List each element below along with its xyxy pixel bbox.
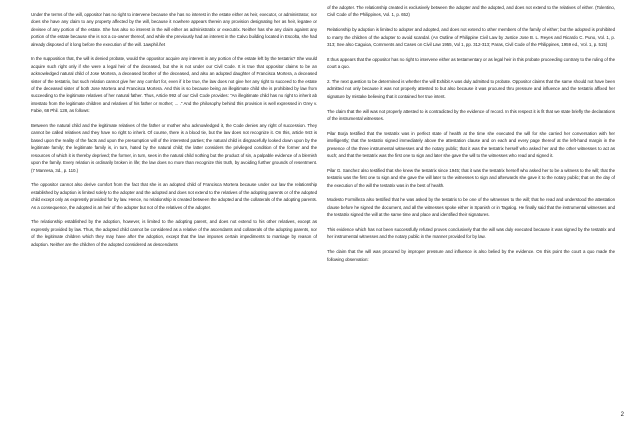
right-column: [327, 4, 615, 270]
paragraph: In the supposition that, the will is denied probate, would the oppositor acquire any interest in any portion of the estate left by the testatrix? She would acquire such right only if she were a legal heir of the deceased, but she is not under our Civil Code. It is true that oppositor claims to be an acknowledged natural child of Jose Mortera, a deceased brother of the deceased, and also an adopted daughter of Francisca Mortera, a deceased sister of the testatrix, but such relation cannot give her any comfort for, even if it be true, the law does not give her any right to succeed to the estate of the deceased sister of both Jose Mortera and Francisca Mortera. And this is so because being an illegitimate child she is prohibited by law from succeeding to the legitimate relatives of her natural father. Thus, Article 992 of our Civil Code provides: "An illegitimate child has no right to inherit ab intestato from the legitimate children and relatives of his father or mother; ... ." And the philosophy behind this provision is well expressed in Grey v. Fabie, 68 Phil. 128, as follows:: [31, 56, 317, 114]
paragraph: 2. The next question to be determined is whether the will Exhibit A was duly admitted to probate. Oppositor claims that the same should not have been admitted not only because it was not properly attested to but also because it was procured thru pressure and influence and the testatrix affixed her signature by mistake believing that it contained her true intent.: [327, 79, 615, 99]
paragraph: It thus appears that the oppositor has no right to intervene either as testamentary or as legal heir in this probate proceeding contrary to the ruling of the court a quo.: [327, 56, 615, 70]
paragraph: The relationship established by the adoption, however, is limited to the adopting parent, and does not extend to his other relatives, except as expressly provided by law. Thus, the adopted child cannot be considered as a relative of the ascendants and collaterals of the adopting parents, nor of the legitimate children which they may have after the adoption, except that the law imposes certain impediments to marriage by reason of adoption. Neither are the children of the adopted considered as descendants: [31, 219, 317, 247]
paragraph: of the adopter. The relationship created is exclusively between the adopter and the adopted, and does not extend to the relatives of either. (Tolentino, Civil Code of the Philippines, Vol. 1, p. 652): [327, 5, 615, 18]
paragraph: Under the terms of the will, oppositor has no right to intervene because she has no interest in the estate either as heir, executor, or administrator, nor does she have any claim to any property affected by the will, because it nowhere appears therein any provision designating her as heir, legatee or devisee of any portion of the estate. She has also no interest in the will either as administratrix or executrix. Neither has she any claim against any portion of the estate because she is not a co-owner thereof, and while she previously had an interest in the Calvo building located in Escolta, she had already disposed of it long before the execution of the will. 1awphil.ñet: [31, 12, 317, 47]
page-number: 2: [620, 412, 624, 418]
paragraph: Relationship by adoption is limited to adopter and adopted, and does not extend to other members of the family of either; but the adopted is prohibited to marry the children of the adopter to avoid scandal. (An Outline of Philippine Civil Law by Justice Jose B. L. Reyes and Ricardo C. Puno, Vol. 1, p. 313; See also Caguioa, Comments and Cases on Civil Law 1955, Vol 1, pp. 312-313; Paras, Civil Code of the Philippines, 1959 ed., Vol. 1, p. 515): [327, 27, 615, 48]
left-column: [31, 11, 317, 255]
paragraph: Between the natural child and the legitimate relatives of the father or mother who acknowledged it, the Code denies any right of succession. They cannot be called relatives and they have no right to inherit. Of course, there is a blood tie, but the law does not recognize it. On this, article 943 is based upon the reality of the facts and upon the presumption will of the interested parties; the natural child is disgracefully looked down upon by the legitimate family; the legitimate family is, in turn, hated by the natural child; the latter considers the privileged condition of the former and the resources of which it is thereby deprived; the former, in turn, sees in the natural child nothing but the product of sin, a palpable evidence of a blemish upon the family. Every relation is ordinarily broken in life; the law does no more than recognize this truth, by avoiding further grounds of resentment. (7 Manresa, 3d., p. 110.): [31, 123, 317, 173]
paragraph: The claim that the will was not properly attested to is contradicted by the evidence of record. In this respect it is fit that we state briefly the declarations of the instrumental witnesses.: [327, 108, 615, 122]
paragraph: The oppositor cannot also derive comfort from the fact that she is an adopted child of Francisca Mortera because under our law the relationship established by adoption is limited solely to the adopter and the adopted and does not extend to the relatives of the adopting parents or of the adopted child except only as expressly provided for by law. Hence, no relationship is created between the adopted and the collaterals of the adopting parents. As a consequence, the adopted is an heir of the adopter but not of the relatives of the adopter.: [31, 182, 317, 210]
paragraph: Modesto Formilleza also testified that he was asked by the testatrix to be one of the witnesses to the will; that he read and understood the attestation clause before he signed the document, and all the witnesses spoke either in Spanish or in Tagalog. He finally said that the instrumental witnesses and the testatrix signed the will at the same time and place and identified their signatures.: [327, 197, 615, 218]
paragraph: Pilar Borja testified that the testatrix was in perfect state of health at the time she executed the will for she carried her conversation with her intelligently; that the testatrix signed immediately above the attestation clause and on each and every page thereof at the left-hand margin in the presence of the three instrumental witnesses and the notary public; that it was the testatrix herself who asked her and the other witnesses to act as such; and that the testatrix was the first one to sign and later she gave the will to the witnesses who read and signed it.: [327, 130, 615, 159]
paragraph: Pilar G. Sanchez also testified that she knew the testatrix since 1945; that it was the testatrix herself who asked her to be a witness to the will; that the testatrix was the first one to sign and she gave the will later to the witnesses to sign and afterwards she gave it to the notary public; that on the day of the execution of the will the testatrix was in the best of health.: [327, 167, 615, 188]
paragraph: The claim that the will was procured by improper pressure and influence is also belied by the evidence. On this point the court a quo made the following observation:: [327, 249, 615, 262]
paragraph: This evidence which has not been successfully refuted proves conclusively that the will was duly executed because it was signed by the testatrix and her instrumental witnesses and the notary public in the manner provided for by law.: [327, 227, 615, 240]
